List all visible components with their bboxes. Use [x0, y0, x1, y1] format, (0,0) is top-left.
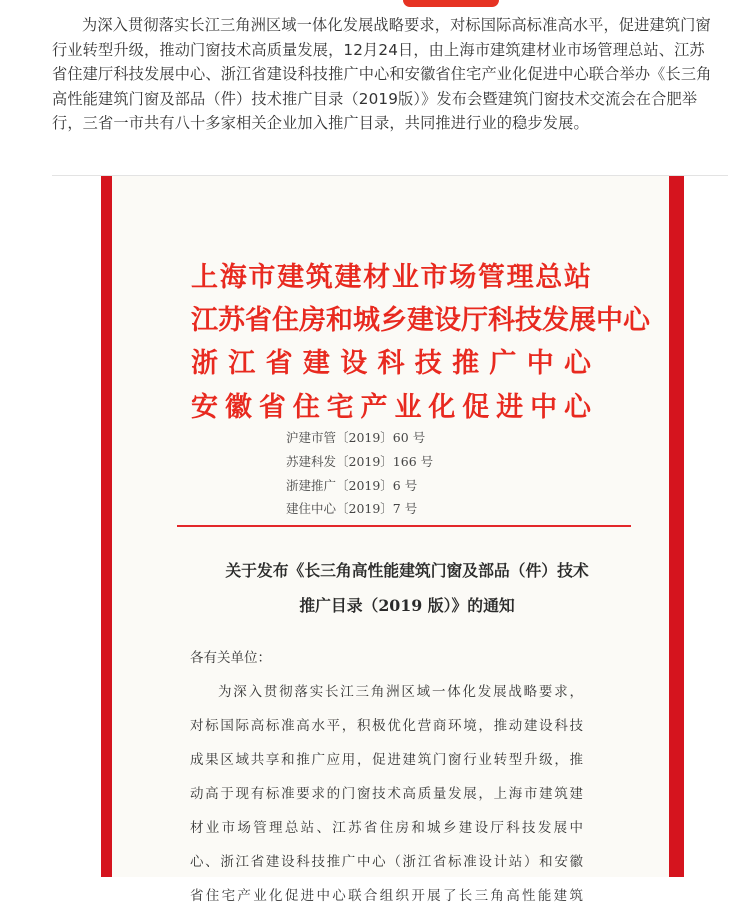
- notice-title-line-1: 关于发布《长三角高性能建筑门窗及部品（件）技术: [225, 561, 589, 580]
- document-number: 苏建科发〔2019〕166 号: [286, 454, 434, 469]
- document-number: 沪建市管〔2019〕60 号: [286, 430, 426, 445]
- issuer-name: 上海市建筑建材业市场管理总站: [191, 262, 591, 293]
- body-line: 材业市场管理总站、江苏省住房和城乡建设厅科技发展中: [190, 820, 583, 836]
- salutation: 各有关单位：: [190, 650, 271, 666]
- body-line: 心、浙江省建设科技推广中心（浙江省标准设计站）和安徽: [190, 854, 583, 870]
- body-line: 为深入贯彻落实长江三角洲区域一体化发展战略要求，: [218, 684, 583, 700]
- body-line: 对标国际高标准高水平，积极优化营商环境，推动建设科技: [190, 718, 583, 734]
- issuer-name: 安徽省住宅产业化促进中心: [191, 392, 591, 423]
- notice-title-line-2: 推广目录（2019 版）》的通知: [299, 596, 515, 615]
- red-header-rule: [177, 525, 631, 527]
- top-accent-bar: [403, 0, 499, 7]
- body-line: 动高于现有标准要求的门窗技术高质量发展，上海市建筑建: [190, 786, 583, 802]
- document-number: 浙建推广〔2019〕6 号: [286, 478, 418, 493]
- issuer-name: 江苏省住房和城乡建设厅科技发展中心: [191, 305, 650, 336]
- intro-paragraph: 为深入贯彻落实长江三角洲区域一体化发展战略要求，对标国际高标准高水平，促进建筑门窗行业转型升级，推动门窗技术高质量发展，12月24日，由上海市建筑建材业市场管理总站、江苏省住建厅科技发展中心、浙江省建设科技推广中心和安徽省住宅产业化促进中心联合举办《长三角高性能建筑门窗及部品（件）技术推广目录（2019版）》发布会暨建筑门窗技术交流会在合肥举行，三省一市共有八十多家相关企业加入推广目录，共同推进行业的稳步发展。: [52, 16, 712, 132]
- document-number: 建住中心〔2019〕7 号: [286, 501, 418, 516]
- issuer-name: 浙江省建设科技推广中心: [191, 348, 591, 379]
- document-image[interactable]: [112, 176, 669, 904]
- body-line: 省住宅产业化促进中心联合组织开展了长三角高性能建筑: [190, 888, 583, 904]
- body-line: 成果区域共享和推广应用，促进建筑门窗行业转型升级，推: [190, 752, 583, 768]
